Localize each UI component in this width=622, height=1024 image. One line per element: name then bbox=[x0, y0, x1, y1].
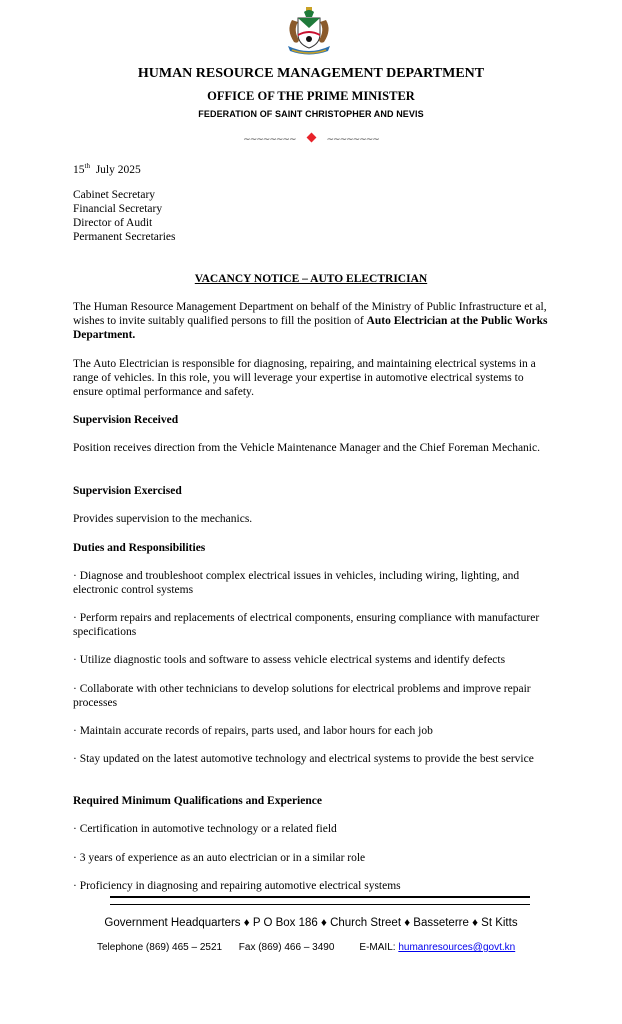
qualification-item: · Certification in automotive technology or a related field bbox=[73, 823, 337, 835]
duty-item: · Maintain accurate records of repairs, parts used, and labor hours for each job bbox=[73, 725, 433, 737]
footer-contact bbox=[97, 942, 515, 953]
footer-address: Government Headquarters ♦ P O Box 186 ♦ Church Street ♦ Basseterre ♦ St Kitts bbox=[104, 917, 518, 929]
duties-heading: Duties and Responsibilities bbox=[73, 542, 206, 554]
footer-email-label: E-MAIL: bbox=[359, 942, 399, 953]
supervision-exercised-text: Provides supervision to the mechanics. bbox=[73, 513, 253, 525]
duty-item: · Utilize diagnostic tools and software to assess vehicle electrical systems and identify defects bbox=[73, 654, 506, 666]
intro-paragraph: The Human Resource Management Department on behalf of the Ministry of Public Infrastructure et al, wishes to invite suitably qualified persons to fill the position of Auto Electrician at the Public Works Department. bbox=[73, 301, 548, 341]
description-paragraph: The Auto Electrician is responsible for diagnosing, repairing, and maintaining electrical systems in a range of vehicles. In this role, you will leverage your expertise in automotive electrical systems to ensure optimal performance and safety. bbox=[73, 358, 536, 398]
diamond-icon bbox=[306, 133, 316, 143]
recipient: Director of Audit bbox=[73, 217, 153, 229]
recipient: Cabinet Secretary bbox=[73, 189, 156, 201]
recipient: Permanent Secretaries bbox=[73, 231, 176, 243]
supervision-received-heading: Supervision Received bbox=[73, 414, 179, 426]
footer-telephone: Telephone (869) 465 – 2521 bbox=[97, 942, 223, 953]
federation-title: FEDERATION OF SAINT CHRISTOPHER AND NEVIS bbox=[198, 109, 424, 119]
footer-fax: Fax (869) 466 – 3490 bbox=[238, 942, 335, 953]
department-title: HUMAN RESOURCE MANAGEMENT DEPARTMENT bbox=[137, 66, 485, 81]
duty-item: · Collaborate with other technicians to develop solutions for electrical problems and improve repair processes bbox=[73, 683, 531, 709]
supervision-received-text: Position receives direction from the Vehicle Maintenance Manager and the Chief Foreman Mechanic. bbox=[73, 442, 540, 454]
footer-divider bbox=[110, 896, 530, 905]
qualifications-heading: Required Minimum Qualifications and Experience bbox=[73, 795, 322, 807]
supervision-exercised-heading: Supervision Exercised bbox=[73, 485, 182, 497]
duty-item: · Diagnose and troubleshoot complex electrical issues in vehicles, including wiring, lighting, and electronic control systems bbox=[73, 570, 520, 596]
duty-item: · Perform repairs and replacements of electrical components, ensuring compliance with manufacturer specifications bbox=[73, 612, 540, 638]
qualification-item: · Proficiency in diagnosing and repairing automotive electrical systems bbox=[73, 880, 401, 892]
ornament-right: ~~~~~~~~ bbox=[326, 135, 379, 145]
header-ornament bbox=[0, 134, 622, 145]
office-title: OFFICE OF THE PRIME MINISTER bbox=[207, 89, 415, 103]
recipient: Financial Secretary bbox=[73, 203, 163, 215]
duty-item: · Stay updated on the latest automotive technology and electrical systems to provide the best service bbox=[73, 753, 534, 765]
coat-of-arms-logo bbox=[284, 6, 334, 58]
recipient-list bbox=[73, 188, 553, 244]
ornament-left: ~~~~~~~~ bbox=[243, 135, 296, 145]
letter-date: 15th July 2025 bbox=[73, 162, 141, 176]
vacancy-title: VACANCY NOTICE – AUTO ELECTRICIAN bbox=[194, 273, 428, 285]
footer-email-link[interactable]: humanresources@govt.kn bbox=[398, 942, 516, 953]
qualification-item: · 3 years of experience as an auto electrician or in a similar role bbox=[73, 852, 366, 864]
